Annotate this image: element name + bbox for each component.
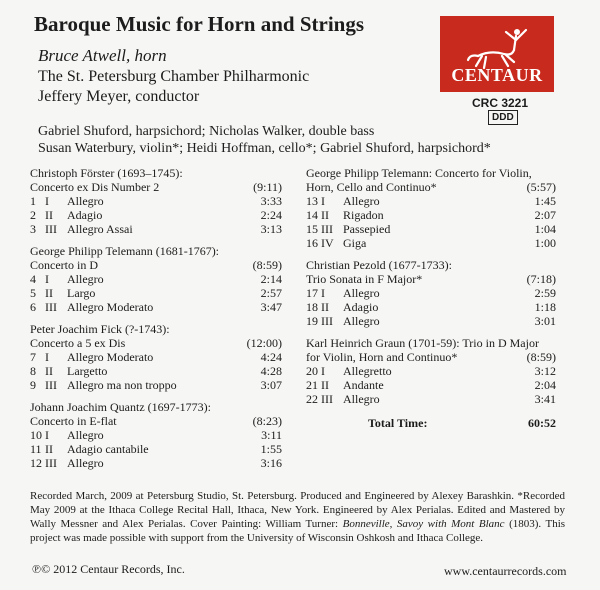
track-title: Allegro (343, 286, 380, 300)
track-time: 3:47 (260, 300, 282, 314)
catalog-number: CRC 3221 (472, 96, 529, 110)
notes-text: Recorded March, 2009 at Petersburg Studio, St. Petersburg. Produced and Engineered by Alexey Barashkin. *Recorded May 2009 at the Ithaca College Recital Hall, Ithaca, New York. Engineered by Alex Perialas. Edited and Mastered by Wally Messner and Alex Perialas. Cover Painting: William Turner: (30, 490, 565, 530)
track-title: Allegro (67, 194, 104, 208)
track-row (30, 194, 282, 208)
work-duration: (5:57) (526, 180, 556, 194)
track-number: 19 (306, 314, 318, 328)
composer: Christoph Förster (1693–1745): (30, 166, 183, 180)
track-number: 14 (306, 208, 318, 222)
conductor: Jeffery Meyer, conductor (38, 88, 200, 105)
track-time: 1:18 (534, 300, 556, 314)
track-title: Allegro Moderato (67, 350, 154, 364)
work-title: Concerto in D (30, 258, 98, 272)
track-time: 1:55 (260, 442, 282, 456)
work-duration: (12:00) (246, 336, 282, 350)
track-number: 11 (30, 442, 42, 456)
album-title: Baroque Music for Horn and Strings (34, 12, 365, 36)
track-title: Adagio cantabile (67, 442, 149, 456)
track-title: Allegro Moderato (67, 300, 154, 314)
track-row (30, 378, 282, 392)
movement-numeral: III (45, 300, 57, 314)
track-row (30, 350, 282, 364)
track-row (306, 314, 556, 328)
work-heading-cont: Horn, Cello and Continuo* (306, 180, 437, 194)
track-time: 3:12 (534, 364, 556, 378)
track-row (306, 194, 556, 208)
work-duration: (9:11) (253, 180, 282, 194)
track-time: 2:14 (260, 272, 282, 286)
centaur-logo (440, 16, 554, 92)
movement-numeral: II (321, 378, 329, 392)
painting-title: Bonneville, Savoy with Mont Blanc (342, 518, 505, 530)
track-time: 3:16 (260, 456, 282, 470)
track-number: 8 (30, 364, 36, 378)
track-title: Allegro (343, 314, 380, 328)
total-time-label: Total Time: (368, 416, 428, 430)
website-url: www.centaurrecords.com (444, 564, 567, 578)
track-time: 3:13 (260, 222, 282, 236)
work-heading-cont: for Violin, Horn and Continuo* (306, 350, 458, 364)
track-row (30, 286, 282, 300)
movement-numeral: II (45, 364, 53, 378)
work-fick (30, 322, 282, 392)
orchestra: The St. Petersburg Chamber Philharmonic (38, 68, 310, 85)
track-row (30, 300, 282, 314)
track-row (306, 300, 556, 314)
track-title: Allegro (67, 456, 104, 470)
work-quantz (30, 400, 282, 470)
movement-numeral: I (45, 272, 49, 286)
track-row (30, 208, 282, 222)
track-row (306, 236, 556, 250)
track-title: Passepied (343, 222, 391, 236)
track-row (30, 364, 282, 378)
performers-line-1: Gabriel Shuford, harpsichord; Nicholas Walker, double bass (38, 124, 375, 139)
track-title: Allegro (67, 272, 104, 286)
track-title: Giga (343, 236, 367, 250)
track-title: Largo (67, 286, 96, 300)
track-row (30, 272, 282, 286)
work-duration: (7:18) (526, 272, 556, 286)
movement-numeral: I (45, 350, 49, 364)
recording-notes (30, 489, 565, 545)
track-time: 4:24 (260, 350, 282, 364)
track-number: 17 (306, 286, 318, 300)
track-number: 20 (306, 364, 318, 378)
track-number: 12 (30, 456, 42, 470)
movement-numeral: I (45, 194, 49, 208)
track-title: Andante (343, 378, 384, 392)
track-number: 22 (306, 392, 318, 406)
track-title: Rigadon (343, 208, 384, 222)
featured-performer: Bruce Atwell, horn (38, 46, 167, 65)
track-title: Largetto (67, 364, 108, 378)
track-number: 1 (30, 194, 36, 208)
track-row (30, 222, 282, 236)
track-row (30, 428, 282, 442)
track-title: Adagio (343, 300, 379, 314)
track-title: Allegro (343, 392, 380, 406)
track-title: Allegro Assai (67, 222, 133, 236)
track-row (306, 208, 556, 222)
movement-numeral: I (321, 286, 325, 300)
track-number: 9 (30, 378, 36, 392)
work-title: Concerto a 5 ex Dis (30, 336, 126, 350)
composer: Peter Joachim Fick (?-1743): (30, 322, 170, 336)
movement-numeral: III (321, 392, 333, 406)
movement-numeral: I (321, 364, 325, 378)
track-number: 4 (30, 272, 36, 286)
work-title: Concerto in E-flat (30, 414, 117, 428)
track-number: 6 (30, 300, 36, 314)
performers-line-2: Susan Waterbury, violin*; Heidi Hoffman, cello*; Gabriel Shuford, harpsichord* (38, 141, 491, 156)
track-title: Allegro (67, 428, 104, 442)
track-row (306, 392, 556, 406)
movement-numeral: II (321, 300, 329, 314)
track-row (30, 442, 282, 456)
track-title: Adagio (67, 208, 103, 222)
track-row (306, 378, 556, 392)
recording-code-badge: DDD (488, 110, 518, 125)
work-heading-cont: Trio Sonata in F Major* (306, 272, 423, 286)
movement-numeral: III (45, 456, 57, 470)
track-time: 3:07 (260, 378, 282, 392)
track-title: Allegro (343, 194, 380, 208)
track-number: 13 (306, 194, 318, 208)
track-number: 16 (306, 236, 318, 250)
track-number: 18 (306, 300, 318, 314)
movement-numeral: III (321, 222, 333, 236)
movement-numeral: II (321, 208, 329, 222)
work-heading: Christian Pezold (1677-1733): (306, 258, 452, 272)
total-time-row (306, 416, 556, 430)
track-time: 3:33 (260, 194, 282, 208)
track-time: 2:59 (534, 286, 556, 300)
tracklist-right-column (306, 166, 556, 430)
track-number: 5 (30, 286, 36, 300)
work-telemann-d (30, 244, 282, 314)
track-time: 3:41 (534, 392, 556, 406)
composer: Johann Joachim Quantz (1697-1773): (30, 400, 211, 414)
movement-numeral: I (321, 194, 325, 208)
track-number: 3 (30, 222, 36, 236)
total-time-value: 60:52 (528, 416, 556, 430)
work-duration: (8:59) (526, 350, 556, 364)
track-time: 1:45 (534, 194, 556, 208)
work-graun (306, 336, 556, 406)
work-heading: George Philipp Telemann: Concerto for Violin, (306, 166, 532, 180)
track-number: 2 (30, 208, 36, 222)
work-duration: (8:59) (252, 258, 282, 272)
track-number: 10 (30, 428, 42, 442)
work-title: Concerto ex Dis Number 2 (30, 180, 160, 194)
movement-numeral: II (45, 442, 53, 456)
track-time: 2:57 (260, 286, 282, 300)
track-time: 1:04 (534, 222, 556, 236)
track-time: 3:11 (261, 428, 282, 442)
track-number: 21 (306, 378, 318, 392)
notes-text-cont: (1803). This project was made possible with support from the University of Wisconsin Oshkosh and Ithaca College. (30, 518, 566, 544)
movement-numeral: III (45, 378, 57, 392)
movement-numeral: III (45, 222, 57, 236)
work-telemann-concerto (306, 166, 556, 250)
work-forster (30, 166, 282, 236)
movement-numeral: I (45, 428, 49, 442)
track-time: 1:00 (534, 236, 556, 250)
track-title: Allegro ma non troppo (67, 378, 177, 392)
copyright: ℗© 2012 Centaur Records, Inc. (32, 562, 185, 576)
track-time: 3:01 (534, 314, 556, 328)
track-time: 4:28 (260, 364, 282, 378)
work-pezold (306, 258, 556, 328)
composer: George Philipp Telemann (1681-1767): (30, 244, 220, 258)
track-time: 2:04 (534, 378, 556, 392)
movement-numeral: III (321, 314, 333, 328)
movement-numeral: II (45, 208, 53, 222)
logo-wordmark: CENTAUR (451, 65, 543, 85)
track-title: Allegretto (343, 364, 392, 378)
track-row (306, 286, 556, 300)
track-number: 7 (30, 350, 36, 364)
track-row (306, 364, 556, 378)
track-row (30, 456, 282, 470)
movement-numeral: II (45, 286, 53, 300)
work-heading: Karl Heinrich Graun (1701-59): Trio in D Major (306, 336, 539, 350)
track-time: 2:07 (534, 208, 556, 222)
movement-numeral: IV (321, 236, 334, 250)
tracklist-left-column (30, 166, 282, 478)
track-time: 2:24 (260, 208, 282, 222)
track-row (306, 222, 556, 236)
track-number: 15 (306, 222, 318, 236)
work-duration: (8:23) (252, 414, 282, 428)
